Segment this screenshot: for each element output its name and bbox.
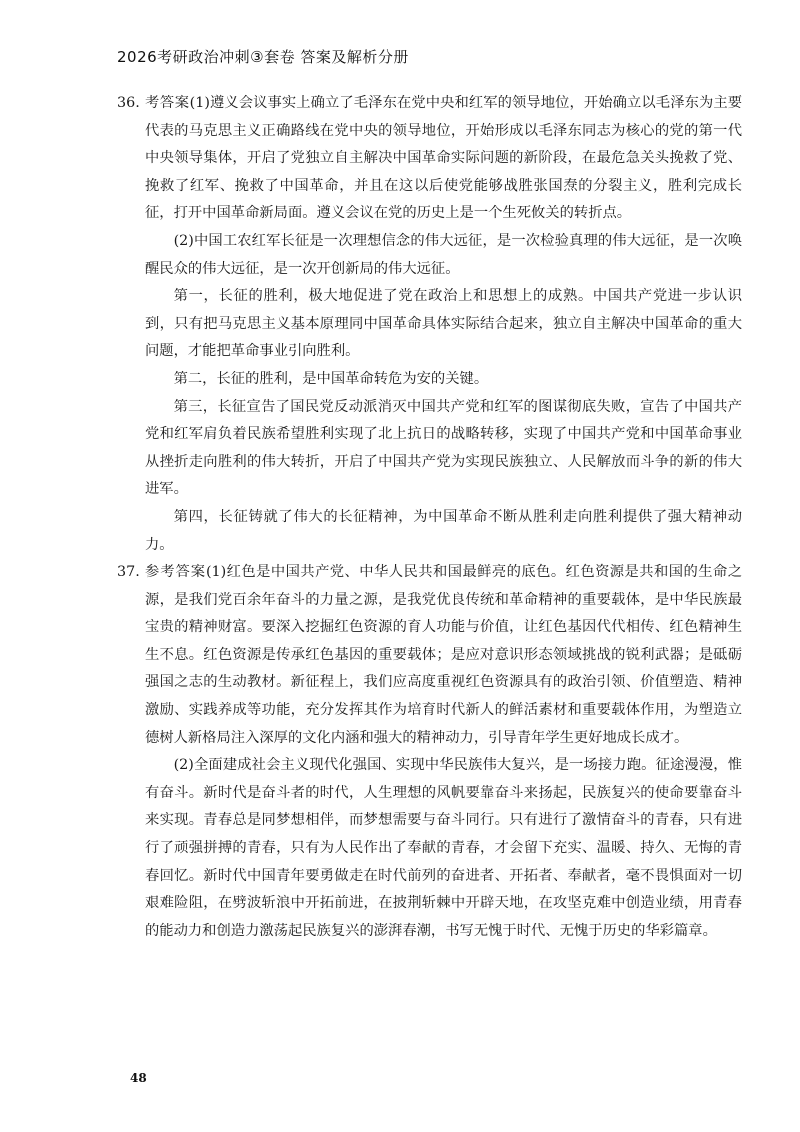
question-36-paragraphs: [145, 228, 742, 559]
question-37-paragraphs: [145, 752, 742, 945]
question-36-paragraph-4: 第二，长征的胜利，是中国革命转危为安的关键。: [173, 370, 489, 387]
question-36-paragraph-2: (2)中国工农红军长征是一次理想信念的伟大远征，是一次检验真理的伟大远征，是一次唤醒民众的伟大远征，是一次开创新局的伟大远征。: [145, 232, 742, 277]
page-header-title: 2026考研政治冲刺③套卷 答案及解析分册: [117, 48, 409, 66]
question-37-first-paragraph: [145, 559, 742, 752]
page-number: 48: [130, 1071, 147, 1085]
question-36: [117, 90, 742, 559]
question-36-number: 36.: [117, 95, 140, 111]
question-37-tag: 参考答案: [145, 564, 206, 581]
question-36-paragraph-3: 第一，长征的胜利，极大地促进了党在政治上和思想上的成熟。中国共产党进一步认识到，只有把马克思主义基本原理同中国革命具体实际结合起来，独立自主解决中国革命的重大问题，才能把革命事业引向胜利。: [145, 288, 742, 360]
question-36-tag: 考答案: [145, 95, 190, 111]
question-36-paragraph-6: 第四，长征铸就了伟大的长征精神，为中国革命不断从胜利走向胜利提供了强大精神动力。: [145, 508, 742, 553]
question-37-number: 37.: [117, 564, 140, 581]
question-36-paragraph-5: 第三，长征宣告了国民党反动派消灭中国共产党和红军的图谋彻底失败，宣告了中国共产党和红军肩负着民族希望胜利实现了北上抗日的战略转移，实现了中国共产党和中国革命事业从挫折走向胜利的伟大转折，开启了中国共产党为实现民族独立、人民解放而斗争的新的伟大进军。: [145, 398, 742, 498]
answer-content: [117, 90, 742, 945]
question-37-head: [117, 559, 742, 752]
question-37-paragraph-2: (2)全面建成社会主义现代化强国、实现中华民族伟大复兴，是一场接力跑。征途漫漫，惟有奋斗。新时代是奋斗者的时代，人生理想的风帆要靠奋斗来扬起，民族复兴的使命要靠奋斗来实现。青春总是同梦想相伴，而梦想需要与奋斗同行。只有进行了激情奋斗的青春，只有进行了顽强拼搏的青春，只有为人民作出了奉献的青春，才会留下充实、温暖、持久、无悔的青春回忆。新时代中国青年要勇做走在时代前列的奋进者、开拓者、奉献者，毫不畏惧面对一切艰难险阻，在劈波斩浪中开拓前进，在披荆斩棘中开辟天地，在攻坚克难中创造业绩，用青春的能动力和创造力激荡起民族复兴的澎湃春潮，书写无愧于时代、无愧于历史的华彩篇章。: [145, 757, 742, 939]
question-37: [117, 559, 742, 945]
question-36-first-paragraph: [145, 90, 742, 228]
question-36-head: [117, 90, 742, 228]
question-36-first-text: (1)遵义会议事实上确立了毛泽东在党中央和红军的领导地位，开始确立以毛泽东为主要代表的马克思主义正确路线在党中央的领导地位，开始形成以毛泽东同志为核心的党的第一代中央领导集体，开启了党独立自主解决中国革命实际问题的新阶段，在最危急关头挽救了党、挽救了红军、挽救了中国革命，并且在这以后使党能够战胜张国焘的分裂主义，胜利完成长征，打开中国革命新局面。遵义会议在党的历史上是一个生死攸关的转折点。: [145, 95, 743, 222]
question-37-first-text: (1)红色是中国共产党、中华人民共和国最鲜亮的底色。红色资源是共和国的生命之源，是我们党百余年奋斗的力量之源，是我党优良传统和革命精神的重要载体，是中华民族最宝贵的精神财富。要深入挖掘红色资源的育人功能与价值，让红色基因代代相传、红色精神生生不息。红色资源是传承红色基因的重要载体；是应对意识形态领域挑战的锐利武器；是砥砺强国之志的生动教材。新征程上，我们应高度重视红色资源具有的政治引领、价值塑造、精神激励、实践养成等功能，充分发挥其作为培育时代新人的鲜活素材和重要载体作用，为塑造立德树人新格局注入深厚的文化内涵和强大的精神动力，引导青年学生更好地成长成才。: [145, 564, 743, 746]
